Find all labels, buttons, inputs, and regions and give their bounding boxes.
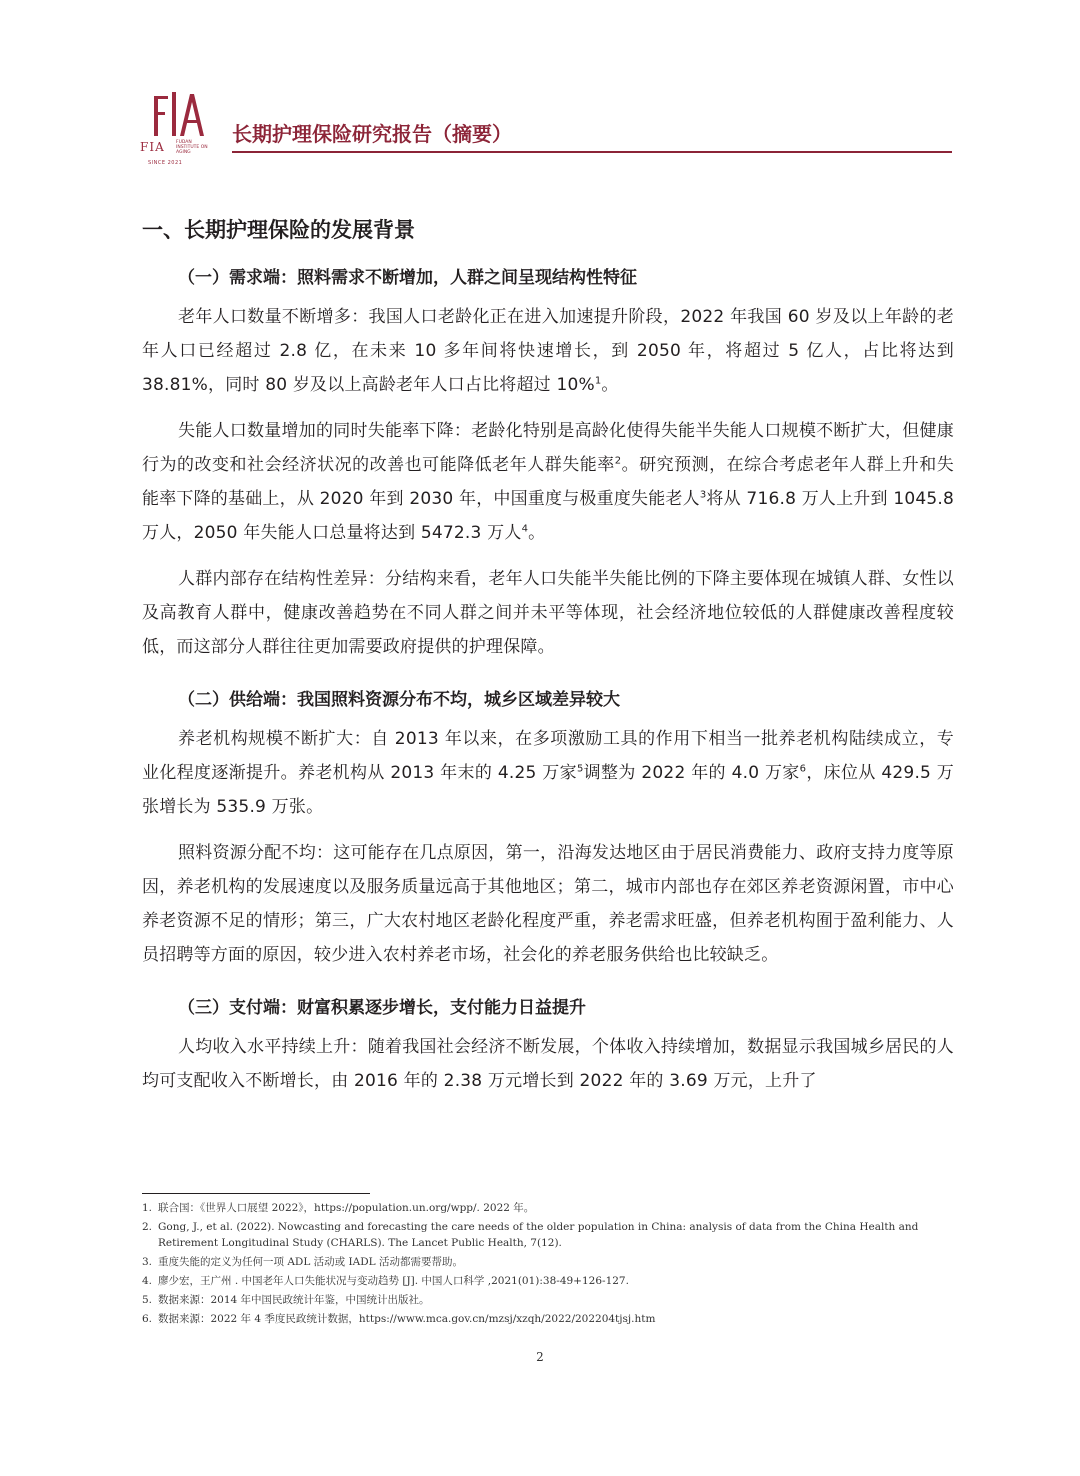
logo-wordmark: FIA — [140, 140, 165, 154]
footnote — [142, 1219, 954, 1251]
footnote-number: 2. — [142, 1221, 153, 1233]
footnote-number: 5. — [142, 1294, 153, 1306]
footnote-ref: 4 — [521, 523, 529, 535]
footnote-text: 数据来源：2014 年中国民政统计年鉴，中国统计出版社。 — [158, 1294, 430, 1306]
fia-logo-mark-icon — [140, 88, 224, 140]
paragraph — [142, 836, 954, 972]
footnote-number: 3. — [142, 1256, 153, 1268]
paragraph — [142, 562, 954, 664]
footnote-text: 联合国：《世界人口展望 2022》，https://population.un.org/wpp/. 2022 年。 — [158, 1202, 535, 1214]
footnote-number: 4. — [142, 1275, 153, 1287]
footnote-ref: 3 — [699, 489, 707, 501]
paragraph-text: 将从 716.8 万人上升到 1045.8 万人，2050 年失能人口总量将达到 5472.3 万人 — [142, 489, 955, 543]
page-header — [140, 88, 952, 178]
footnote-number: 6. — [142, 1313, 153, 1325]
footnote-ref: 2 — [614, 455, 622, 467]
paragraph-text: 失能人口数量增加的同时失能率下降：老龄化特别是高龄化使得失能半失能人口规模不断扩大，但健康行为的改变和社会经济状况的改善也可能降低老年人群失能率 — [142, 421, 954, 475]
footnote — [142, 1254, 954, 1270]
subsection-heading: （二）供给端：我国照料资源分布不均，城乡区域差异较大 — [178, 690, 620, 710]
footnote-number: 1. — [142, 1202, 153, 1214]
footnote-text: 廖少宏，王广州 . 中国老年人口失能状况与变动趋势 [J]. 中国人口科学 ,2021(01):38-49+126-127. — [158, 1275, 629, 1287]
footnote-text: 重度失能的定义为任何一项 ADL 活动或 IADL 活动都需要帮助。 — [158, 1256, 463, 1268]
header-divider — [232, 151, 952, 153]
footnote — [142, 1311, 954, 1327]
paragraph-text: 。 — [601, 375, 619, 395]
paragraph-text: ，床位从 429.5 万张增长为 535.9 万张。 — [142, 763, 955, 817]
footnote — [142, 1273, 954, 1289]
footnote-ref: 6 — [799, 763, 807, 775]
footnote — [142, 1200, 954, 1216]
paragraph-text: 。研究预测，在综合考虑老年人群上升和失能率下降的基础上，从 2020 年到 2030 年，中国重度与极重度失能老人 — [142, 455, 954, 509]
footnote-ref: 5 — [576, 763, 584, 775]
subsection-heading: （三）支付端：财富积累逐步增长，支付能力日益提升 — [178, 998, 586, 1018]
main-content — [142, 212, 954, 1110]
spacer — [142, 676, 954, 684]
logo-subtitle: FUDAN INSTITUTE ON AGING — [176, 140, 208, 155]
footnote-ref: 1 — [594, 375, 602, 387]
paragraph — [142, 414, 954, 550]
footnote-divider — [142, 1193, 370, 1194]
fia-logo — [140, 88, 224, 178]
report-title: 长期护理保险研究报告（摘要） — [232, 122, 512, 146]
footnote-text: Gong, J., et al. (2022). Nowcasting and forecasting the care needs of the older population in China: analysis of data from the China Health and Retirement Longitudinal Study (CHARLS). The Lancet Public Health, 7(12). — [158, 1221, 919, 1249]
paragraph-text: 人群内部存在结构性差异：分结构来看，老年人口失能半失能比例的下降主要体现在城镇人群、女性以及高教育人群中，健康改善趋势在不同人群之间并未平等体现，社会经济地位较低的人群健康改善程度较低，而这部分人群往往更加需要政府提供的护理保障。 — [142, 569, 954, 657]
page-number: 2 — [536, 1350, 544, 1364]
footnotes — [142, 1200, 954, 1330]
paragraph-text: 。 — [528, 523, 546, 543]
subsections — [142, 262, 954, 1098]
footnote-text: 数据来源：2022 年 4 季度民政统计数据，https://www.mca.gov.cn/mzsj/xzqh/2022/202204tjsj.htm — [158, 1313, 656, 1325]
paragraph-text: 老年人口数量不断增多：我国人口老龄化正在进入加速提升阶段，2022 年我国 60 岁及以上年龄的老年人口已经超过 2.8 亿，在未来 10 多年间将快速增长，到 2050 年，将超过 5 亿人，占比将达到 38.81%，同时 80 岁及以上高龄老年人口占比将超过 10% — [142, 307, 954, 395]
paragraph — [142, 300, 954, 402]
paragraph-text: 照料资源分配不均：这可能存在几点原因，第一，沿海发达地区由于居民消费能力、政府支持力度等原因，养老机构的发展速度以及服务质量远高于其他地区；第二，城市内部也存在郊区养老资源闲置，市中心养老资源不足的情形；第三，广大农村地区老龄化程度严重，养老需求旺盛，但养老机构囿于盈利能力、人员招聘等方面的原因，较少进入农村养老市场，社会化的养老服务供给也比较缺乏。 — [142, 843, 954, 965]
paragraph-text: 人均收入水平持续上升：随着我国社会经济不断发展，个体收入持续增加，数据显示我国城乡居民的人均可支配收入不断增长，由 2016 年的 2.38 万元增长到 2022 年的 3.69 万元，上升了 — [142, 1037, 954, 1091]
paragraph — [142, 722, 954, 824]
paragraph — [142, 1030, 954, 1098]
subsection-heading: （一）需求端：照料需求不断增加，人群之间呈现结构性特征 — [178, 268, 637, 288]
logo-since: SINCE 2021 — [148, 160, 183, 166]
section-title: 一、长期护理保险的发展背景 — [142, 218, 415, 242]
spacer — [142, 984, 954, 992]
footnote — [142, 1292, 954, 1308]
paragraph-text: 养老机构规模不断扩大：自 2013 年以来，在多项激励工具的作用下相当一批养老机构陆续成立，专业化程度逐渐提升。养老机构从 2013 年末的 4.25 万家 — [142, 729, 954, 783]
paragraph-text: 调整为 2022 年的 4.0 万家 — [583, 763, 800, 783]
